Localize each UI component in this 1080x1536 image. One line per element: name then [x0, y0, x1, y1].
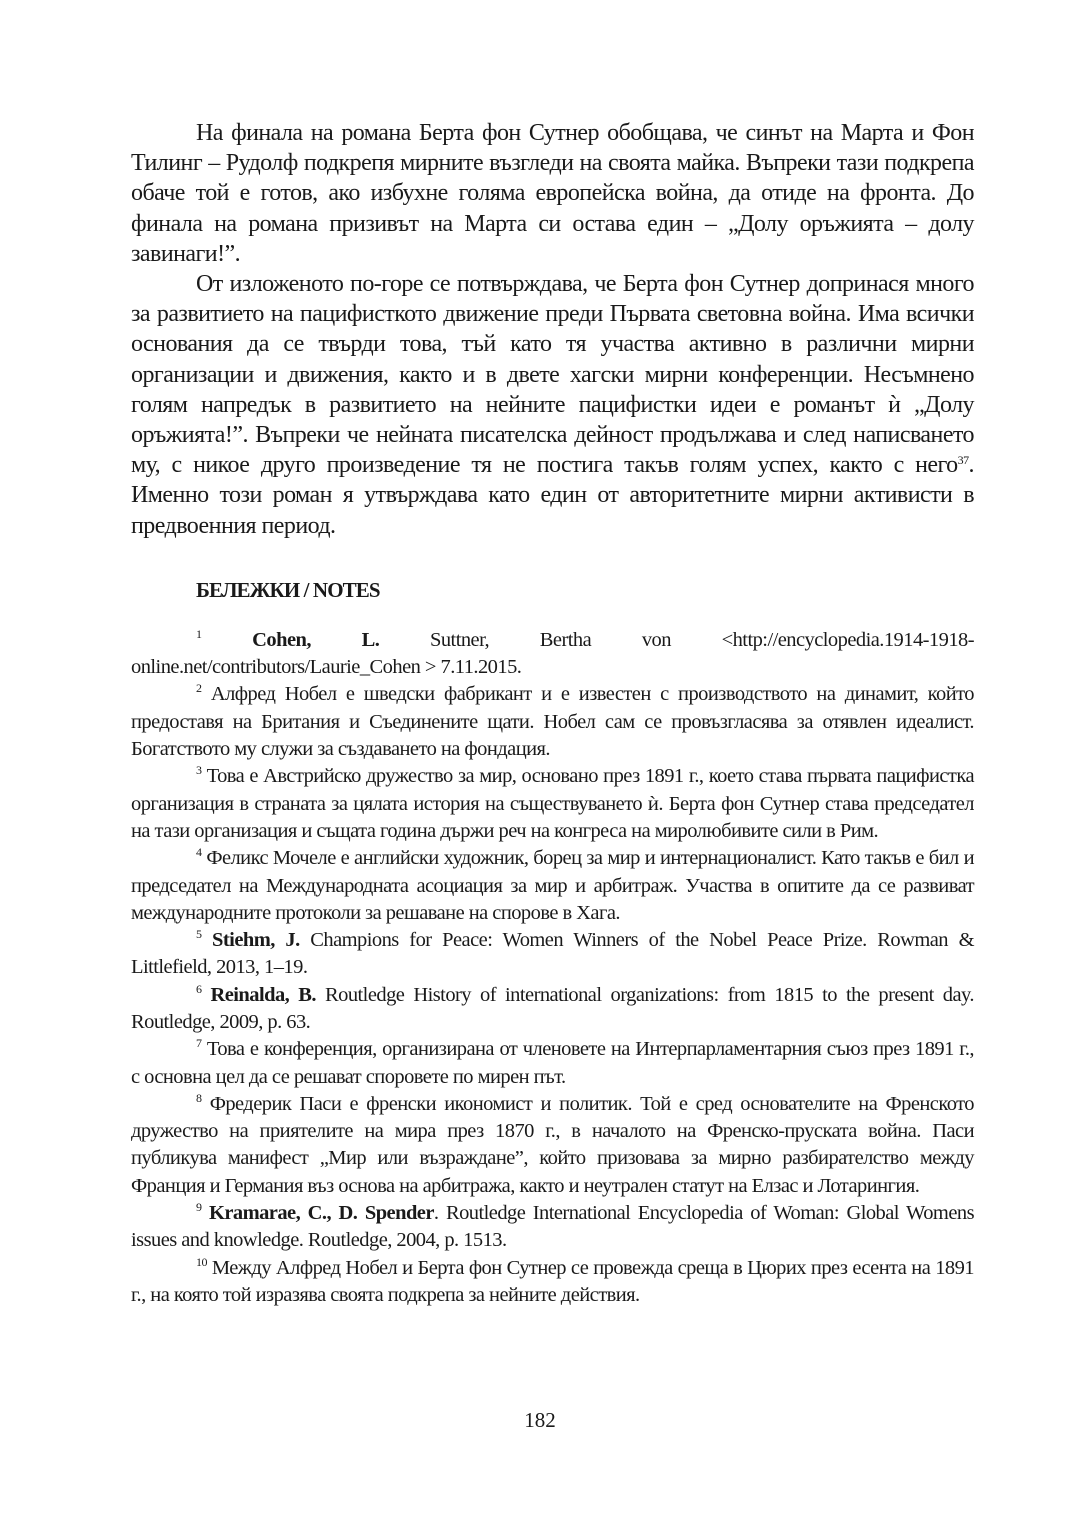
- footnote-reference-37[interactable]: 37: [957, 453, 969, 468]
- notes-heading: БЕЛЕЖКИ / NOTES: [196, 577, 380, 602]
- body-paragraph-1: [131, 118, 974, 269]
- body-text: [131, 118, 974, 541]
- note-author: Cohen, L.: [252, 628, 380, 651]
- note-number: 7: [196, 1036, 202, 1051]
- note-item-9: [131, 1200, 974, 1255]
- note-item-6: [131, 982, 974, 1037]
- note-number: 5: [196, 927, 202, 942]
- note-text: . Routledge International Encyclopedia of Woman: Global Womens issues and knowledge. Routledge, 2004, p. 1513.: [131, 1202, 974, 1252]
- paragraph-text: На финала на романа Берта фон Сутнер обобщава, че синът на Марта и Фон Тилинг – Рудолф подкрепя мирните възгледи на своята майка. Въпреки тази подкрепа обаче той е готов, ако избухне голяма европейска война, да отиде на фронта. До финала на романа призивът на Марта си остава един – „Долу оръжията – долу завинаги!”.: [131, 120, 974, 267]
- note-text: Suttner, Bertha von <http://encyclopedia.1914-1918-online.net/contributors/Laurie_Cohen > 7.11.2015.: [131, 628, 974, 679]
- note-item-5: [131, 927, 974, 982]
- note-item-1: [131, 627, 974, 682]
- note-text: Това е конференция, организирана от членовете на Интерпарламентарния съюз през 1891 г., с основна цел да се решават споровете по мирен път.: [131, 1038, 974, 1088]
- note-number: 4: [196, 845, 202, 860]
- note-text: Champions for Peace: Women Winners of the Nobel Peace Prize. Rowman & Littlefield, 2013, 1–19.: [131, 929, 974, 979]
- note-item-8: [131, 1091, 974, 1200]
- note-number: 6: [196, 981, 202, 996]
- note-text: Фредерик Паси е френски икономист и политик. Той е сред основателите на Френското дружество на приятелите на мира през 1870 г., в началото на Френско-пруската война. Паси публикува манифест „Мир или възраждане”, който призовава за мирно разбирателство между Франция и Германия въз основа на арбитража, както и неутрален статут на Елзас и Лотарингия.: [131, 1092, 974, 1197]
- note-number: 10: [196, 1254, 207, 1269]
- note-number: 9: [196, 1200, 202, 1215]
- body-paragraph-2: [131, 269, 974, 541]
- note-text: Това е Австрийско дружество за мир, основано през 1891 г., което става първата пацифистка организация в страната за цялата история на съществуването ѝ. Берта фон Сутнер става председател на тази организация и същата година държи реч на конгреса на миролюбивите сили в Рим.: [131, 765, 974, 842]
- note-text: Routledge History of international organizations: from 1815 to the present day. Routledge, 2009, p. 63.: [131, 983, 974, 1033]
- note-number: 2: [196, 681, 202, 696]
- notes-list: [131, 627, 974, 1309]
- note-item-7: [131, 1036, 974, 1091]
- note-author: Kramarae, C., D. Spender: [208, 1202, 434, 1225]
- note-number: 1: [196, 626, 202, 641]
- note-item-3: [131, 763, 974, 845]
- note-item-10: [131, 1255, 974, 1310]
- note-number: 3: [196, 763, 202, 778]
- note-text: Между Алфред Нобел и Берта фон Сутнер се провежда среща в Цюрих през есента на 1891 г., на която той изразява своята подкрепа за нейните действия.: [131, 1256, 974, 1306]
- note-text: Алфред Нобел е шведски фабрикант и е известен с производството на динамит, който предоставя на Британия и Съединените щати. Нобел сам се провъзгласява за отявлен идеалист. Богатството му служи за създаването на фондация.: [131, 683, 974, 761]
- paragraph-text-continued: . Именно този роман я утвърждава като един от авторитетните мирни активисти в предвоенния период.: [131, 452, 974, 539]
- note-item-4: [131, 845, 974, 927]
- note-author: Reinalda, B.: [210, 983, 316, 1006]
- page-number: 182: [524, 1408, 556, 1432]
- note-text: Феликс Мочеле е английски художник, борец за мир и интернационалист. Като такъв е бил и председател на Международната асоциация за мир и арбитраж. Участва в опитите да се развиват международните протоколи за решаване на спорове в Хага.: [131, 847, 974, 924]
- note-item-2: [131, 681, 974, 763]
- note-number: 8: [196, 1090, 202, 1105]
- document-page: [131, 118, 974, 1309]
- note-author: Stiehm, J.: [212, 929, 300, 952]
- paragraph-text: От изложеното по-горе се потвърждава, че Берта фон Сутнер допринася много за развитието на пацифисткото движение преди Първата световна война. Има всички основания да се твърди това, тъй като тя участва активно в различни мирни организации и движения, както и в двете хагски мирни конференции. Несъмнено голям напредък в развитието на нейните пацифистки идеи е романът ѝ „Долу оръжията!”. Въпреки че нейната писателска дейност продължава и след написването му, с никое друго произведение тя не постига такъв голям успех, както с него: [131, 271, 974, 479]
